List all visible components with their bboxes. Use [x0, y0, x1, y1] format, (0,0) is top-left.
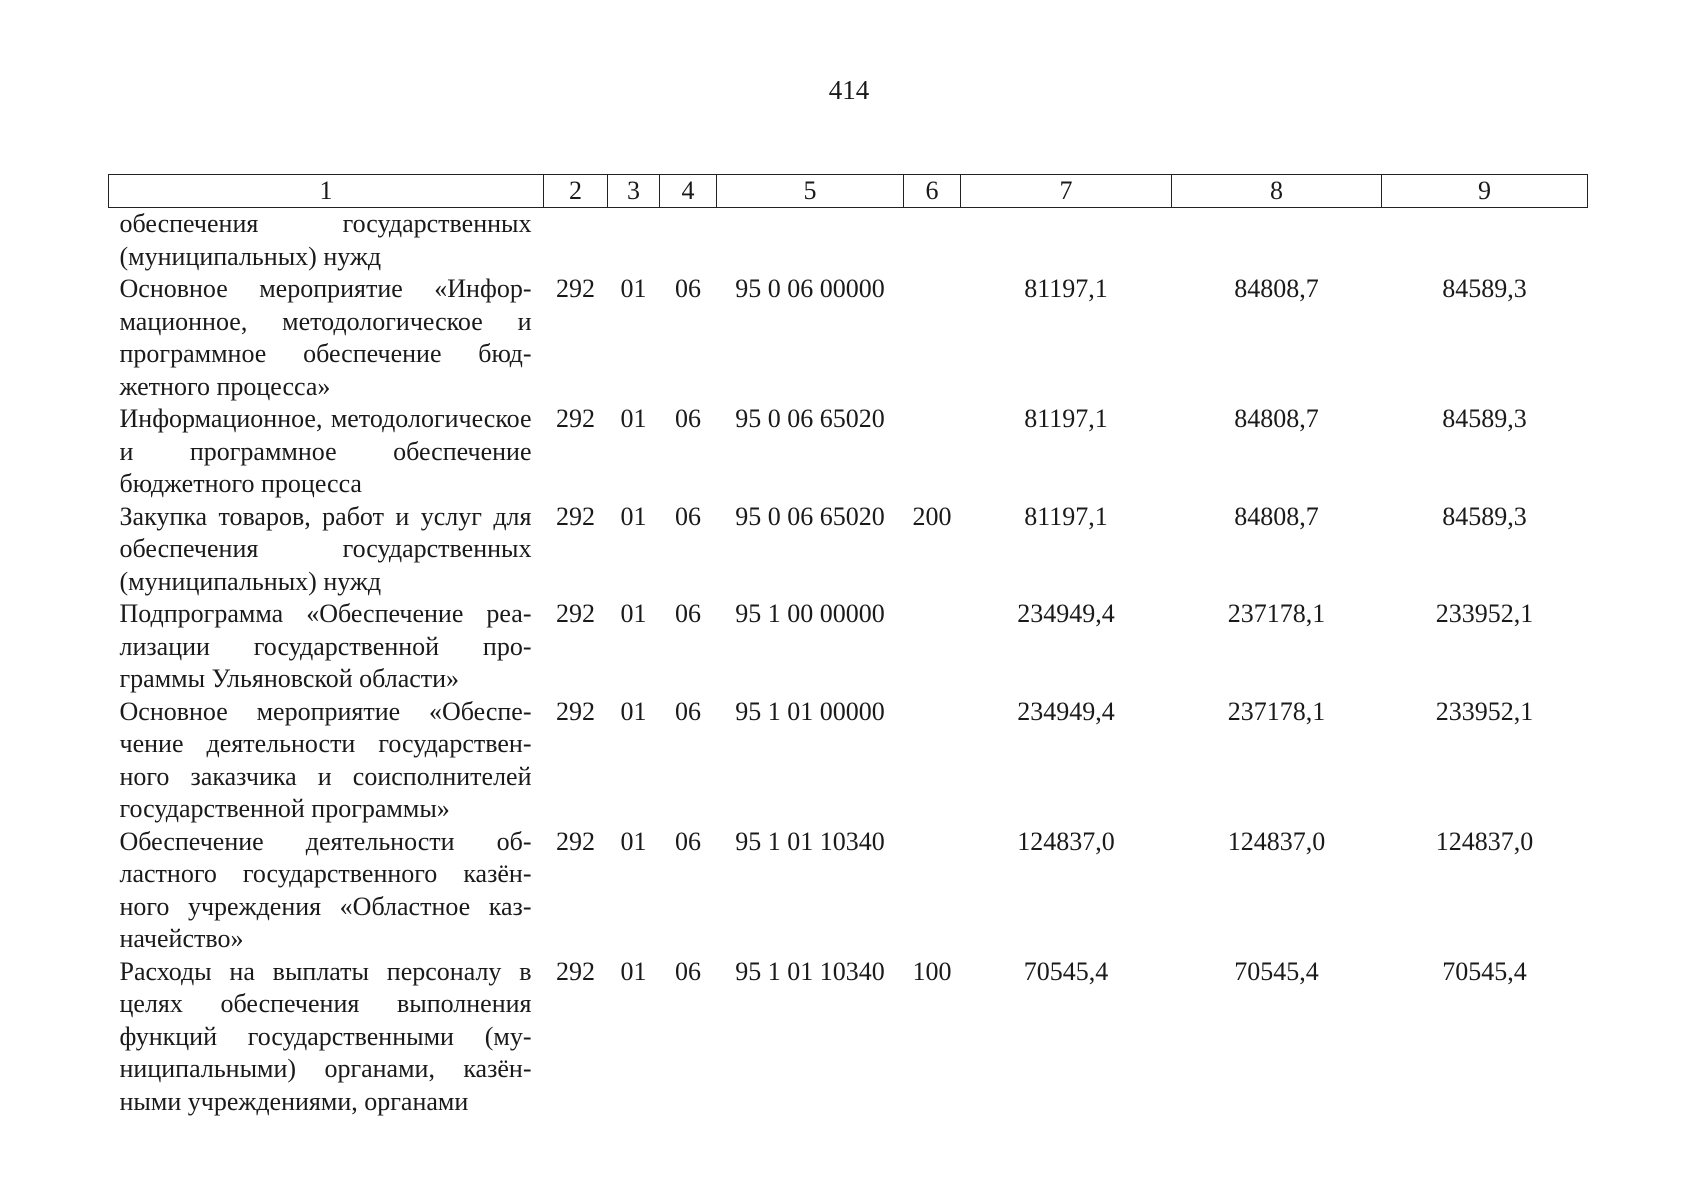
row-ministry-code: 292 [556, 404, 595, 433]
header-cell-7: 7 [961, 175, 1172, 208]
row-amount-col7: 70545,4 [1023, 956, 1109, 986]
row-target-article: 95 0 06 65020 [735, 501, 885, 531]
table-row [109, 826, 1588, 956]
row-amount-col9: 84589,3 [1442, 404, 1527, 433]
row-expense-type [904, 403, 961, 501]
row-amount-col9: 124837,0 [1435, 826, 1534, 856]
row-expense-type [904, 598, 961, 696]
row-name: Расходы на выплаты персоналу в целях обеспечения выполнения функций государственными (муниципальными) органами, казёнными учреждениями, органами [119, 956, 532, 1116]
row-subsection-code: 06 [675, 501, 701, 531]
row-section-code: 01 [620, 501, 647, 531]
row-name: Информационное, методологическое и программное обеспечение бюджетного процесса [119, 404, 532, 498]
row-subsection-code: 06 [675, 274, 701, 303]
row-target-article: 95 1 01 10340 [735, 956, 885, 986]
row-expense-type: 200 [912, 501, 952, 531]
header-cell-1: 1 [109, 175, 544, 208]
row-name: Основное мероприятие «Информационное, методологическое и программное обеспечение бюджетного процесса» [119, 274, 532, 401]
row-section-code: 01 [620, 274, 647, 303]
row-amount-col8: 124837,0 [1227, 826, 1326, 856]
table-row [109, 403, 1588, 501]
header-cell-5: 5 [717, 175, 904, 208]
page-number: 414 [828, 75, 870, 105]
row-expense-type [904, 696, 961, 826]
row-subsection-code: 06 [675, 696, 701, 726]
row-amount-col7: 234949,4 [1017, 599, 1115, 628]
row-expense-type: 100 [912, 956, 952, 986]
row-amount-col9: 70545,4 [1442, 956, 1527, 986]
row-amount-col9: 84589,3 [1442, 501, 1527, 531]
row-section-code [608, 208, 660, 274]
header-cell-4: 4 [660, 175, 717, 208]
header-cell-2: 2 [544, 175, 608, 208]
row-ministry-code [544, 208, 608, 274]
table-row [109, 598, 1588, 696]
table-row [109, 501, 1588, 599]
header-cell-8: 8 [1172, 175, 1382, 208]
row-amount-col7: 81197,1 [1024, 274, 1108, 303]
row-amount-col8: 70545,4 [1234, 956, 1319, 986]
row-ministry-code: 292 [556, 956, 595, 986]
table-row [109, 208, 1588, 274]
row-subsection-code: 06 [675, 956, 701, 986]
row-ministry-code: 292 [556, 826, 595, 856]
row-amount-col9: 233952,1 [1435, 696, 1534, 726]
row-subsection-code: 06 [675, 826, 701, 856]
row-amount-col8: 84808,7 [1234, 501, 1319, 531]
row-ministry-code: 292 [556, 599, 595, 628]
row-amount-col8: 84808,7 [1234, 274, 1319, 303]
row-ministry-code: 292 [556, 274, 595, 303]
row-expense-type [904, 826, 961, 956]
row-name: Основное мероприятие «Обеспечение деятельности государственного заказчика и соисполнителей государственной программы» [119, 696, 532, 823]
row-subsection-code: 06 [675, 404, 701, 433]
table-header [109, 175, 1588, 208]
row-section-code: 01 [620, 696, 647, 726]
row-subsection-code: 06 [675, 599, 701, 628]
row-amount-col9 [1382, 208, 1588, 274]
row-amount-col8: 237178,1 [1227, 599, 1326, 628]
row-target-article: 95 1 00 00000 [735, 599, 885, 628]
row-section-code: 01 [620, 404, 647, 433]
table-row [109, 273, 1588, 403]
row-amount-col7: 81197,1 [1024, 404, 1108, 433]
table-row [109, 956, 1588, 1119]
row-name: Обеспечение деятельности областного государственного казённого учреждения «Областное казначейство» [119, 826, 532, 953]
header-cell-3: 3 [608, 175, 660, 208]
row-expense-type [904, 273, 961, 403]
row-amount-col7 [961, 208, 1172, 274]
header-cell-9: 9 [1382, 175, 1588, 208]
header-row [109, 175, 1588, 208]
row-amount-col7: 124837,0 [1017, 826, 1115, 856]
row-amount-col9: 233952,1 [1435, 599, 1534, 628]
row-section-code: 01 [620, 599, 647, 628]
row-target-article: 95 0 06 00000 [735, 274, 885, 303]
row-section-code: 01 [620, 826, 647, 856]
row-target-article: 95 0 06 65020 [735, 404, 885, 433]
row-subsection-code [660, 208, 717, 274]
row-name: обеспечения государственных (муниципальных) нужд [119, 209, 532, 271]
header-cell-6: 6 [904, 175, 961, 208]
row-target-article: 95 1 01 00000 [735, 696, 885, 726]
row-name: Подпрограмма «Обеспечение реализации государственной программы Ульяновской области» [119, 599, 532, 693]
row-amount-col8: 237178,1 [1227, 696, 1326, 726]
row-target-article [717, 208, 904, 274]
row-amount-col8 [1172, 208, 1382, 274]
row-expense-type [904, 208, 961, 274]
table-body [109, 208, 1588, 1119]
row-amount-col7: 81197,1 [1024, 501, 1108, 531]
row-section-code: 01 [620, 956, 647, 986]
table-row [109, 696, 1588, 826]
row-target-article: 95 1 01 10340 [735, 826, 885, 856]
row-amount-col7: 234949,4 [1017, 696, 1115, 726]
row-name: Закупка товаров, работ и услуг для обеспечения государственных (муниципальных) нужд [119, 501, 532, 596]
row-ministry-code: 292 [556, 501, 595, 531]
budget-table [108, 174, 1588, 1118]
row-ministry-code: 292 [556, 696, 595, 726]
row-amount-col8: 84808,7 [1234, 404, 1319, 433]
row-amount-col9: 84589,3 [1442, 274, 1527, 303]
